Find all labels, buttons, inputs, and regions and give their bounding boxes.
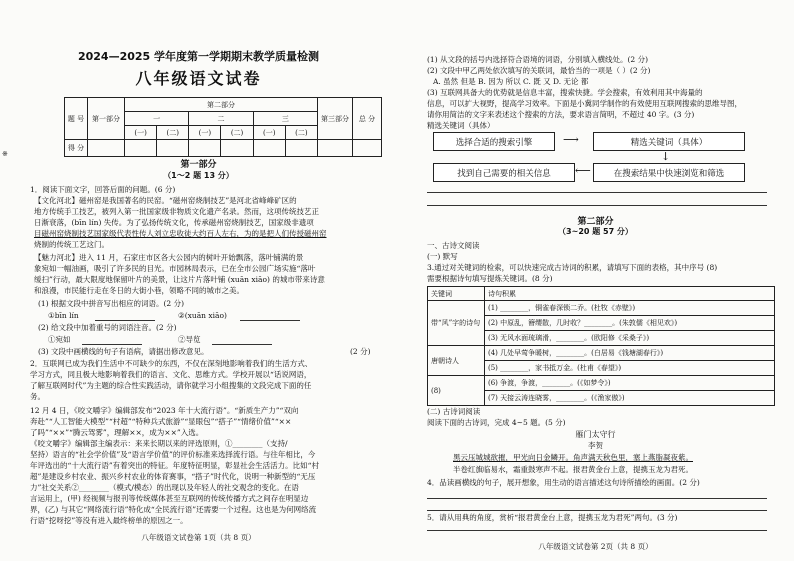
score-cell[interactable] (88, 140, 125, 157)
poem-table (427, 286, 775, 406)
passage-line: 烧制的传统工艺这门。 (34, 240, 109, 249)
passage-1 (34, 195, 384, 250)
answer-line[interactable] (427, 530, 767, 531)
task-line: (2) 文段中甲乙两处依次填写的关联词，最恰当的一项是（ ）(2 分) (427, 66, 651, 75)
flow-box-find-info: 找到自己需要的相关信息 (433, 163, 575, 182)
task-line: 信息，可以扩大视野，提高学习效率。下面是小冀同学制作的有效使用互联网搜索的思维导图， (427, 99, 742, 108)
passage-line: 日渐衰落，(bīn lín) 失传。为了弘扬传统文化，传承磁州窑烧制技艺，国家级非遗项 (34, 218, 314, 227)
page-footer: 八年级语文试卷第 2页（共 8 页） (538, 542, 653, 551)
answer-line[interactable] (427, 510, 767, 511)
header-title: 2024—2025 学年度第一学期期末教学质量检测 (77, 50, 320, 63)
answer-line[interactable] (240, 320, 300, 321)
page-footer: 八年级语文试卷第 1页（共 8 页） (141, 533, 256, 542)
poem-row[interactable]: (7) 天接云涛连晓雾，________。(《渔家傲》) (485, 391, 775, 406)
section-subtitle: （1～2 题 13 分） (163, 171, 234, 180)
arrow-right-icon: ⟶ (563, 133, 579, 146)
question-5: 5．请从用典的角度，赏析“报君黄金台上意，提携玉龙为君死”两句。(3 分) (427, 513, 678, 522)
score-cell[interactable] (221, 140, 253, 157)
binding-mark: ※ (2, 150, 8, 158)
score-cell[interactable] (353, 140, 382, 157)
poem-keyword[interactable]: (8) (428, 376, 485, 406)
passage-line: 坚持）语言的“社会学价值”及“语言学价值”的评价标准来选择流行语。与往年相比，今 (30, 450, 316, 459)
score-table-sub: (一) (253, 126, 285, 140)
section-title: 第二部分 (577, 217, 614, 227)
poem-row[interactable]: (4) 几处早莺争暖树，________。(白居易《钱塘湖春行》) (485, 346, 775, 361)
section-title: 第一部分 (180, 160, 217, 170)
score-table-sub: (二) (221, 126, 253, 140)
passage-line: 【魅力河北】进入 11 月，石家庄市区各大公园内的树叶开始飘落，落叶铺满的景 (34, 253, 304, 262)
score-table-header: 总 分 (353, 98, 382, 140)
question-2-tasks (427, 54, 787, 131)
arrow-down-icon: ↓ (661, 150, 671, 163)
task-line: 精选关键词（具体） (427, 121, 495, 130)
poem-table-header: 关键词 (428, 287, 485, 301)
answer-line[interactable] (427, 205, 767, 206)
passage-line: 言运用上，(甲) 经视频与报刊等传统媒体甚至互联网的传统传播方式之间存在明显边 (30, 494, 309, 503)
passage-2 (34, 252, 384, 296)
section-subtitle: （3~20 题 57 分） (558, 227, 633, 236)
poem-row[interactable]: (1) ________，铜雀春深锁二乔。(杜牧《赤壁》) (485, 301, 775, 316)
score-table-header: 第三部分 (318, 98, 353, 140)
question-line: 3.通过对关键词的检索，可以快速完成古诗词的积累，请填写下面的表格，其中序号 (8) (427, 263, 718, 272)
poem-line: 半卷红旗临易水，霜重鼓寒声不起。报君黄金台上意，提携玉龙为君死。 (453, 465, 693, 474)
task-line: (3) 互联网具备大的优势就是信息丰富，搜索快捷。学会搜索，有效利用其中海量的 (427, 88, 703, 97)
arrow-left-icon: ⟵ (575, 164, 591, 177)
score-table-header: 三 (253, 112, 317, 126)
task-line: 请你用简洁的文字来表述这个搜索的方法，要求语言简明，不超过 40 字。(3 分) (427, 110, 695, 119)
answer-line[interactable] (427, 498, 767, 499)
passage-line: 了吗”“××”“腾云驾雾”，理解××，成为××”入选。 (30, 428, 204, 437)
score-cell[interactable] (189, 140, 221, 157)
right-page (397, 0, 794, 561)
poem-keyword: 唐朝诗人 (428, 346, 485, 376)
passage-line: 《咬文嚼字》编辑部主编表示：来来长期以来的评选原则，①________（支持/ (30, 439, 288, 448)
score-table-sub: (二) (285, 126, 317, 140)
flow-box-keywords: 精选关键词（具体） (593, 132, 745, 151)
exam-title: 八年级语文试卷 (135, 69, 262, 88)
score-table-header: 二 (189, 112, 253, 126)
passage-line: 行语“挖呀挖”等没有进入最终榜单的原因之一。 (30, 516, 188, 525)
poem-row[interactable]: (2) 中原乱，簪缨散，几时收？________。(朱敦儒《相见欢》) (485, 316, 775, 331)
passage-line: 超”是建设乡村农业、振兴乡村农业的体育赛事，“搭子”时代化，说明一种新型的“无压 (30, 472, 316, 481)
question-1-2: (2) 给文段中加着重号的词语注音。(2 分) (38, 323, 177, 332)
question-1-1: (1) 根据文段中拼音写出相应的词语。(2 分) (38, 299, 185, 308)
score-table (64, 97, 382, 157)
pinyin-a: ①bīn lín (48, 311, 79, 320)
passage-line: 【文化河北】磁州窑是我国著名的民窑。“磁州窑烧制技艺”是河北省峰峰矿区的 (34, 196, 297, 205)
pinyin-b: ②(xuān xiāo) (178, 311, 227, 320)
passage-3 (30, 405, 388, 526)
word-b: ②导览 (178, 335, 201, 344)
passage-line: 年评选出的“十大流行语”有着突出的特征。年度特征明显，彰显社会生活活力。比如“村 (30, 461, 320, 470)
question-line: 2．互联网已成为我们生活中不可缺少的东西，不仅在深刻地影响着我们的生活方式、 (30, 359, 313, 368)
question-line: 了解互联网时代”为主题的综合性实践活动，请你就学习小组搜集的文段完成下面的任 (30, 381, 312, 390)
score-cell[interactable] (318, 140, 353, 157)
question-3 (427, 262, 787, 284)
poem-title: 雁门太守行 (575, 430, 616, 439)
passage-line: 12 月 4 日，《咬文嚼字》编辑部发布“2023 年十大流行语”。“新质生产力”“双向 (30, 406, 299, 415)
score-table-header: 第一部分 (88, 98, 125, 140)
score-cell[interactable] (253, 140, 285, 157)
task-line: (1) 从文段的括号内选择符合语境的词语，分别填入横线处。(2 分) (427, 55, 649, 64)
passage-line: 奔赴”“人工智能大模型”“村超”“特种兵式旅游”“显眼包”“搭子”“情绪价值”“×× (30, 417, 292, 426)
score-table-header: 题 号 (65, 98, 88, 140)
question-line: 务。 (30, 392, 45, 401)
points: (2 分) (350, 347, 371, 356)
poem-row[interactable]: (3) 无风水面琉璃滑，________。(欧阳修《采桑子》) (485, 331, 775, 346)
passage-line: 和浪漫，市民能行走在冬日的大街小巷，领略不同的城市之美。 (34, 286, 244, 295)
question-2 (30, 358, 385, 402)
passage-line: 力”社交关系②________（模式/模态）的出现以及年轻人的社交观念的变化。在语 (30, 483, 299, 492)
question-1-3: (3) 文段中画横线的句子有语病，请据出修改意见。 (38, 347, 209, 356)
score-table-sub: (二) (157, 126, 189, 140)
score-cell[interactable] (157, 140, 189, 157)
poem-author: 李贺 (588, 441, 603, 450)
answer-line[interactable] (212, 344, 272, 345)
score-table-sub: (一) (125, 126, 157, 140)
part-heading: 一、古诗文阅读 (427, 241, 480, 250)
question-line: 需要根据诗句填写提炼关键词。(8 分) (427, 274, 553, 283)
score-table-header: 第二部分 (125, 98, 318, 112)
subpart-heading: (一) 默写 (427, 252, 458, 261)
flow-box-browse: 在搜索结果中快速浏览和筛选 (593, 163, 745, 182)
poem-row[interactable]: (5) ________，家书抵万金。(杜甫《春望》) (485, 361, 775, 376)
score-table-header: 得 分 (65, 140, 88, 157)
flow-box-search-engine: 选择合适的搜索引擎 (433, 132, 555, 151)
score-table-sub: (一) (189, 126, 221, 140)
poem-table-header: 诗句积累 (485, 287, 775, 301)
options-line: A. 虽然 但是 B. 因为 所以 C. 既 又 D. 无论 都 (433, 77, 589, 86)
answer-line[interactable] (95, 320, 155, 321)
question-line: 学习方式，同且极大地影响着我们的语言、文化、思维方式。学校开展以“话说网语， (30, 370, 312, 379)
question-4: 4．品读画横线的句子，展开想象，用生动的语言描述这句诗所描绘的画面。(2 分) (427, 478, 700, 487)
passage-line: 缓扫”行动，最大限度地保留叶片的美景，让这片片落叶铺 (xuān xiāo) 的城市带来诗意 (34, 275, 325, 284)
poem-row[interactable]: (6) 争渡，争渡，________。(《如梦令》) (485, 376, 775, 391)
question-4-5-intro: 阅读下面的古诗词，完成 4~5 题。(5 分) (427, 418, 566, 427)
answer-line[interactable] (82, 344, 142, 345)
poem-keyword: 带“风”字的诗句 (428, 301, 485, 346)
subpart-heading: (二) 古诗词阅读 (427, 407, 481, 416)
score-cell[interactable] (125, 140, 157, 157)
score-cell[interactable] (285, 140, 317, 157)
passage-line: 目磁州窑烧制技艺国家级代表性传人刘立忠收徒大约百人左右，为的是把人们传授磁州窑 (34, 229, 327, 238)
word-a: ①宛如 (48, 335, 71, 344)
passage-line: 界，(乙) 与其它“网络流行语”特化成“全民流行语”还需要一个过程。这也是为何网络流 (30, 505, 317, 514)
passage-line: 地方传统手工技艺，被列入第一批国家级非物质文化遗产名录。然而，这项传统技艺正 (34, 207, 319, 216)
passage-line: 象宛如一幅油画，吸引了许多民的目光。市园林局表示，已在全市公园广场实施“落叶 (34, 264, 316, 273)
poem-line: 黑云压城城欲摧，甲光向日金鳞开。角声满天秋色里，塞上燕脂凝夜紫。 (453, 453, 693, 462)
answer-line[interactable] (427, 192, 767, 193)
score-table-header: 一 (125, 112, 189, 126)
question-1: 1．阅读下面文字，回答后面的问题。(6 分) (30, 185, 176, 194)
